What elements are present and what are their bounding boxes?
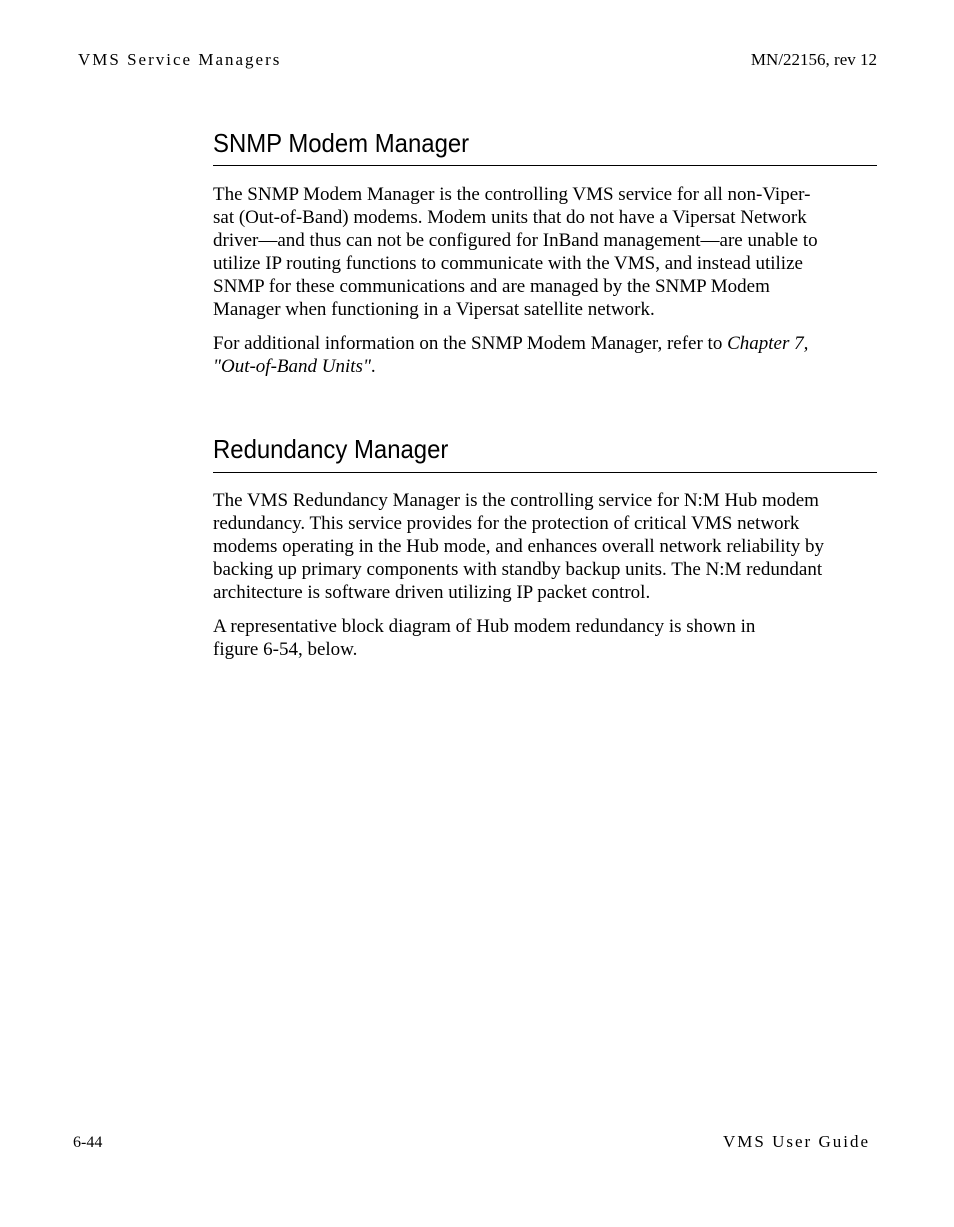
text-line bbox=[213, 332, 877, 355]
section-redundancy-manager bbox=[213, 434, 877, 661]
text-line: The SNMP Modem Manager is the controlling VMS service for all non-Viper- bbox=[213, 184, 811, 205]
text-line: SNMP for these communications and are managed by the SNMP Modem bbox=[213, 276, 770, 297]
section-rule bbox=[213, 165, 877, 166]
text-run: For additional information on the SNMP Modem Manager, refer to bbox=[213, 333, 728, 354]
chapter-reference: "Out-of-Band Units" bbox=[213, 356, 371, 377]
text-line: figure 6-54, below. bbox=[213, 639, 358, 660]
section-heading-snmp bbox=[213, 128, 824, 158]
section-snmp-modem-manager bbox=[213, 128, 877, 378]
paragraph bbox=[213, 332, 877, 378]
running-header-left: VMS Service Managers bbox=[78, 50, 282, 69]
footer-page-number: 6-44 bbox=[73, 1134, 103, 1151]
text-line: modems operating in the Hub mode, and enhances overall network reliability by bbox=[213, 536, 824, 557]
section-heading-redundancy bbox=[213, 434, 824, 464]
text-run: . bbox=[370, 356, 376, 377]
text-line bbox=[213, 355, 877, 378]
section-title: Redundancy Manager bbox=[213, 434, 449, 464]
chapter-reference: Chapter 7, bbox=[727, 333, 809, 354]
paragraph bbox=[213, 615, 877, 661]
text-line: architecture is software driven utilizing IP packet control. bbox=[213, 582, 651, 603]
text-line: Manager when functioning in a Vipersat satellite network. bbox=[213, 299, 655, 320]
section-rule bbox=[213, 472, 877, 473]
section-title: SNMP Modem Manager bbox=[213, 128, 470, 158]
footer-doc-title: VMS User Guide bbox=[723, 1132, 870, 1151]
text-line: driver—and thus can not be configured for InBand management—are unable to bbox=[213, 230, 818, 251]
text-line: sat (Out-of-Band) modems. Modem units that do not have a Vipersat Network bbox=[213, 207, 807, 228]
paragraph bbox=[213, 183, 877, 321]
text-line: A representative block diagram of Hub modem redundancy is shown in bbox=[213, 616, 756, 637]
text-line: backing up primary components with standby backup units. The N:M redundant bbox=[213, 559, 823, 580]
paragraph bbox=[213, 489, 877, 604]
running-header-right: MN/22156, rev 12 bbox=[750, 50, 877, 69]
text-line: redundancy. This service provides for the protection of critical VMS network bbox=[213, 513, 800, 534]
text-line: The VMS Redundancy Manager is the controlling service for N:M Hub modem bbox=[213, 490, 819, 511]
text-line: utilize IP routing functions to communicate with the VMS, and instead utilize bbox=[213, 253, 803, 274]
